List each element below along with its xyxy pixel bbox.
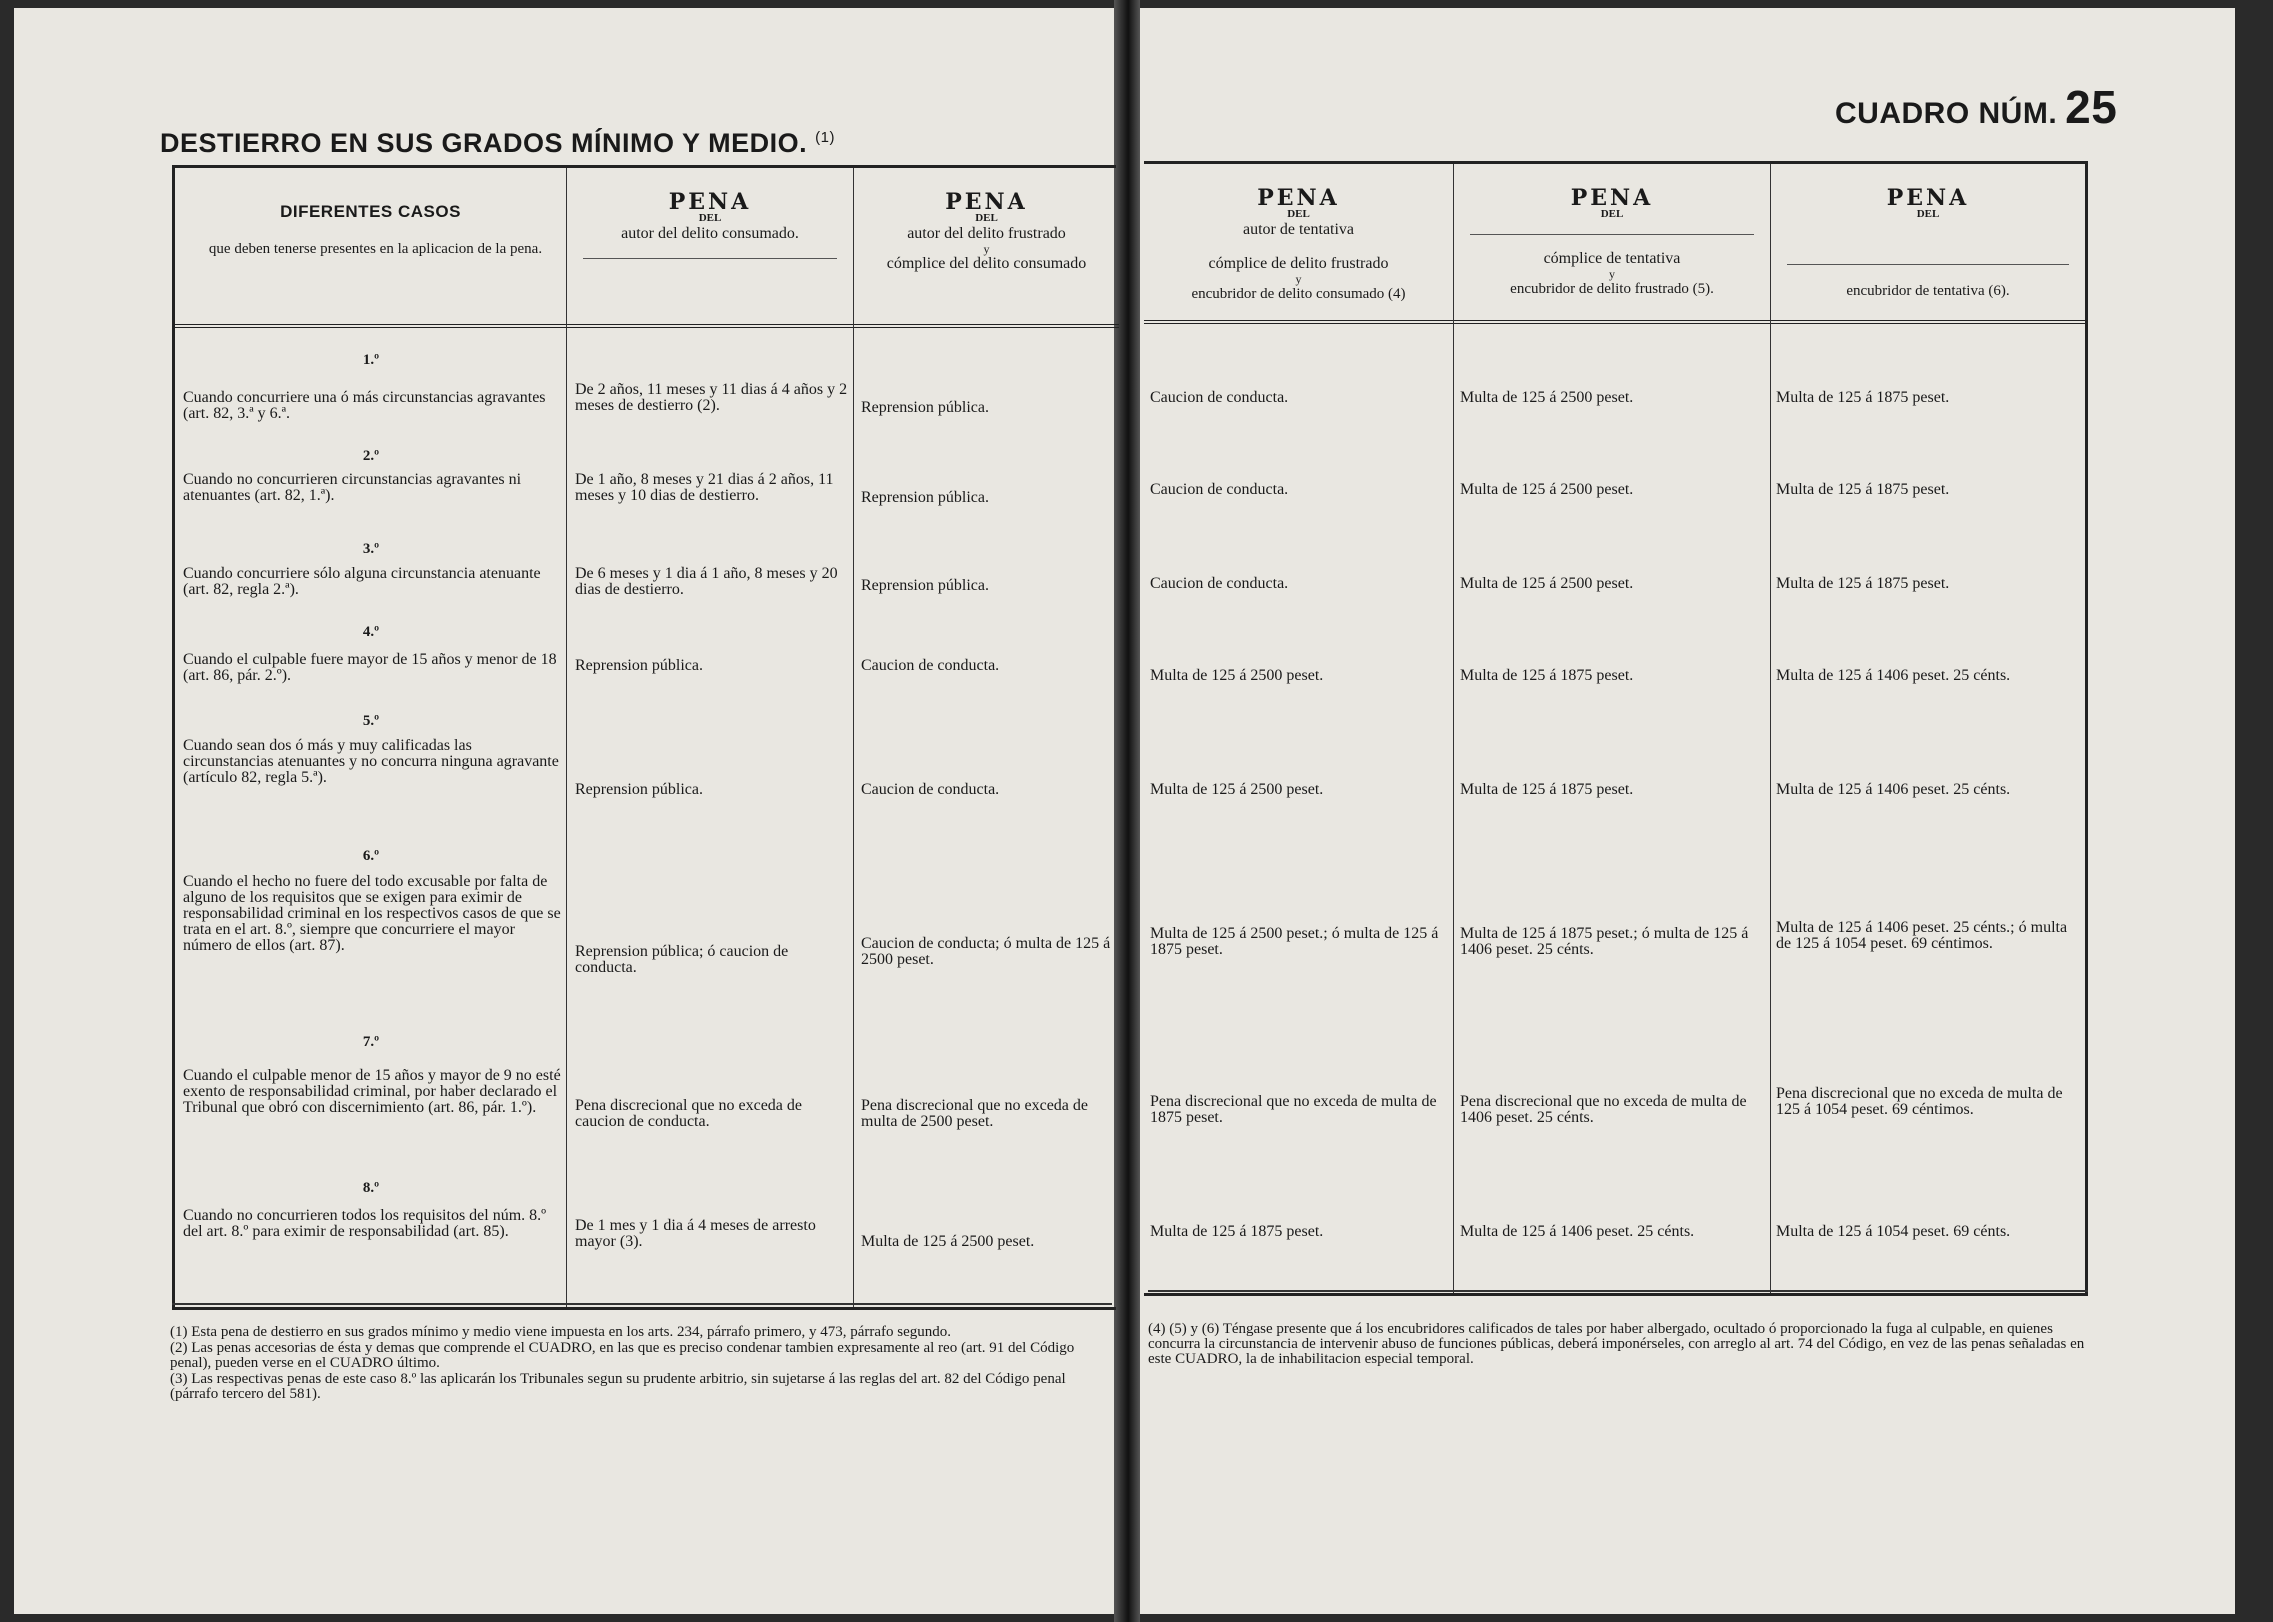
table-row-frustrado: Reprension pública. (861, 489, 989, 506)
encubridor-header (1771, 164, 2085, 324)
table-row-frustrado: Caucion de conducta; ó multa de 125 á 2500 peset. (861, 935, 1111, 968)
del-heading: DEL (1600, 208, 1624, 220)
table-row-complice: Multa de 125 á 2500 peset. (1460, 389, 1634, 406)
tentativa-heading-a: autor de tentativa (1242, 221, 1355, 238)
cuadro-number: 25 (2065, 81, 2118, 133)
complice-header (1454, 164, 1770, 324)
casos-header (175, 168, 566, 328)
left-footnotes (170, 1325, 1110, 1403)
consumado-column (567, 168, 854, 1307)
table-row-tentativa: Caucion de conducta. (1150, 575, 1289, 592)
tentativa-heading-b: cómplice de delito frustrado (1208, 255, 1389, 272)
table-row-caso: Cuando concurriere una ó más circunstancias agravantes (art. 82, 3.ª y 6.ª. (183, 389, 546, 422)
table-row-caso: Cuando el hecho no fuere del todo excusable por falta de alguno de los requisitos que se exigen para eximir de responsabilidad criminal en los respectivos casos de que se trata en el art. 8.º, siempre que concurriere el mayor número de ellos (art. 87). (183, 873, 561, 954)
pena-heading: PENA (1570, 185, 1654, 211)
table-row-encubridor: Multa de 125 á 1406 peset. 25 cénts. (1776, 781, 2011, 798)
table-row-tentativa: Pena discrecional que no exceda de multa de 1875 peset. (1150, 1093, 1437, 1126)
table-row-caso: Cuando concurriere sólo alguna circunstancia atenuante (art. 82, regla 2.ª). (183, 565, 541, 598)
table-row-caso: Cuando sean dos ó más y muy calificadas las circunstancias atenuantes y no concurra ninguna agravante (artículo 82, regla 5.ª). (183, 737, 559, 786)
frustrado-heading-y: y (983, 242, 990, 256)
table-row-complice: Multa de 125 á 1406 peset. 25 cénts. (1460, 1223, 1695, 1240)
frustrado-heading-a: autor del delito frustrado (907, 225, 1066, 242)
table-row-frustrado: Pena discrecional que no exceda de multa de 2500 peset. (861, 1097, 1089, 1130)
table-row-tentativa: Multa de 125 á 2500 peset. (1150, 667, 1324, 684)
table-row-complice: Pena discrecional que no exceda de multa de 1406 peset. 25 cénts. (1460, 1093, 1747, 1126)
table-row-frustrado: Caucion de conducta. (861, 657, 1000, 674)
row-number: 8.º (362, 1180, 380, 1196)
table-row-tentativa: Caucion de conducta. (1150, 481, 1289, 498)
del-heading: DEL (1287, 208, 1310, 220)
table-row-tentativa: Multa de 125 á 1875 peset. (1150, 1223, 1324, 1240)
table-row-consumado: Reprension pública; ó caucion de conducta. (575, 943, 789, 976)
footnote: (3) Las respectivas penas de este caso 8.º las aplicarán los Tribunales segun su prudente arbitrio, sin sujetarse á las reglas del art. 82 del Código penal (párrafo tercero del 581). (170, 1371, 1066, 1402)
complice-heading-a: cómplice de tentativa (1543, 250, 1681, 267)
table-row-encubridor: Pena discrecional que no exceda de multa de 125 á 1054 peset. 69 céntimos. (1776, 1085, 2063, 1118)
table-row-consumado: De 1 año, 8 meses y 21 dias á 2 años, 11 meses y 10 dias de destierro. (575, 471, 834, 504)
footnote: (4) (5) y (6) Téngase presente que á los encubridores calificados de tales por haber albergado, ocultado ó proporcionado la fuga al culpable, en quienes concurra la circunstancia de intervenir abuso de funciones públicas, deberá imponérseles, con arreglo al art. 74 del Código, en vez de las penas señaladas en este CUADRO, la de inhabilitacion especial temporal. (1148, 1321, 2085, 1367)
left-page-title (160, 128, 835, 159)
complice-heading-b: encubridor de delito frustrado (5). (1510, 281, 1714, 297)
table-row-encubridor: Multa de 125 á 1875 peset. (1776, 389, 1950, 406)
table-row-consumado: Reprension pública. (575, 781, 703, 798)
row-number: 2.º (362, 448, 380, 464)
consumado-heading: autor del delito consumado. (621, 225, 799, 242)
table-row-complice: Multa de 125 á 1875 peset.; ó multa de 125 á 1406 peset. 25 cénts. (1460, 925, 1749, 958)
cuadro-label: CUADRO NÚM. (1835, 97, 2058, 130)
pena-heading: PENA (668, 189, 752, 215)
header-rule (583, 258, 837, 259)
table-row-consumado: De 6 meses y 1 dia á 1 año, 8 meses y 20 dias de destierro. (575, 565, 838, 598)
table-row-complice: Multa de 125 á 1875 peset. (1460, 667, 1634, 684)
casos-title: DIFERENTES CASOS (280, 202, 461, 221)
left-title-note: (1) (815, 129, 835, 146)
encubridor-column (1771, 164, 2085, 1293)
tentativa-heading-c: encubridor de delito consumado (4) (1191, 286, 1406, 302)
left-bottom-rule (172, 1303, 1112, 1305)
row-number: 5.º (362, 713, 380, 729)
table-row-frustrado: Reprension pública. (861, 577, 989, 594)
tentativa-header (1144, 164, 1453, 324)
left-title-text: DESTIERRO EN SUS GRADOS MÍNIMO Y MEDIO. (160, 128, 808, 158)
del-heading: DEL (1916, 208, 1940, 220)
casos-subtitle: que deben tenerse presentes en la aplicacion de la pena. (208, 241, 543, 257)
frustrado-column (854, 168, 1119, 1307)
table-row-tentativa: Multa de 125 á 2500 peset. (1150, 781, 1324, 798)
table-row-encubridor: Multa de 125 á 1875 peset. (1776, 575, 1950, 592)
table-row-complice: Multa de 125 á 1875 peset. (1460, 781, 1634, 798)
table-row-complice: Multa de 125 á 2500 peset. (1460, 481, 1634, 498)
complice-heading-y: y (1609, 267, 1615, 281)
header-rule (1470, 234, 1754, 235)
encubridor-heading: encubridor de tentativa (6). (1846, 283, 2010, 299)
table-row-frustrado: Caucion de conducta. (861, 781, 1000, 798)
footnote: (1) Esta pena de destierro en sus grados mínimo y medio viene impuesta en los arts. 234, párrafo primero, y 473, párrafo segundo. (170, 1324, 952, 1340)
row-number: 4.º (362, 624, 380, 640)
table-row-caso: Cuando no concurrieren todos los requisitos del núm. 8.º del art. 8.º para eximir de responsabilidad (art. 85). (183, 1207, 547, 1240)
table-row-caso: Cuando el culpable fuere mayor de 15 años y menor de 18 (art. 86, pár. 2.º). (183, 651, 557, 684)
footnote: (2) Las penas accesorias de ésta y demas que comprende el CUADRO, en las que es preciso condenar tambien expresamente al reo (art. 91 del Código penal), pueden verse en el CUADRO último. (170, 1340, 1075, 1371)
table-row-consumado: Pena discrecional que no exceda de caucion de conducta. (575, 1097, 803, 1130)
pena-heading: PENA (945, 189, 1028, 215)
table-row-frustrado: Reprension pública. (861, 399, 989, 416)
right-bottom-rule (1148, 1290, 2088, 1292)
table-row-encubridor: Multa de 125 á 1406 peset. 25 cénts. (1776, 667, 2011, 684)
right-page-title (1835, 80, 2117, 134)
table-row-consumado: De 1 mes y 1 dia á 4 meses de arresto mayor (3). (575, 1217, 816, 1250)
table-row-encubridor: Multa de 125 á 1875 peset. (1776, 481, 1950, 498)
table-row-caso: Cuando no concurrieren circunstancias agravantes ni atenuantes (art. 82, 1.ª). (183, 471, 522, 504)
row-number: 1.º (362, 352, 380, 368)
table-row-encubridor: Multa de 125 á 1054 peset. 69 cénts. (1776, 1223, 2011, 1240)
frustrado-header (854, 168, 1119, 328)
pena-heading: PENA (1886, 185, 1970, 211)
table-row-encubridor: Multa de 125 á 1406 peset. 25 cénts.; ó multa de 125 á 1054 peset. 69 céntimos. (1776, 919, 2068, 952)
table-row-frustrado: Multa de 125 á 2500 peset. (861, 1233, 1035, 1250)
header-rule (1787, 264, 2069, 265)
table-row-caso: Cuando el culpable menor de 15 años y mayor de 9 no esté exento de responsabilidad criminal, por haber declarado el Tribunal que obró con discernimiento (art. 86, pár. 1.º). (183, 1067, 561, 1116)
table-row-complice: Multa de 125 á 2500 peset. (1460, 575, 1634, 592)
del-heading: DEL (975, 212, 998, 224)
table-row-tentativa: Multa de 125 á 2500 peset.; ó multa de 125 á 1875 peset. (1150, 925, 1439, 958)
table-row-consumado: Reprension pública. (575, 657, 703, 674)
right-penalty-table (1144, 161, 2088, 1296)
table-row-consumado: De 2 años, 11 meses y 11 dias á 4 años y 2 meses de destierro (2). (575, 381, 848, 414)
pena-heading: PENA (1257, 185, 1340, 211)
row-number: 6.º (362, 848, 380, 864)
row-number: 3.º (362, 541, 380, 557)
row-number: 7.º (362, 1034, 380, 1050)
right-footnotes (1148, 1322, 2093, 1368)
left-penalty-table (172, 165, 1116, 1310)
frustrado-heading-b: cómplice del delito consumado (886, 255, 1087, 272)
table-row-tentativa: Caucion de conducta. (1150, 389, 1289, 406)
tentativa-heading-y: y (1295, 272, 1302, 286)
del-heading: DEL (698, 212, 722, 224)
consumado-header (567, 168, 853, 328)
